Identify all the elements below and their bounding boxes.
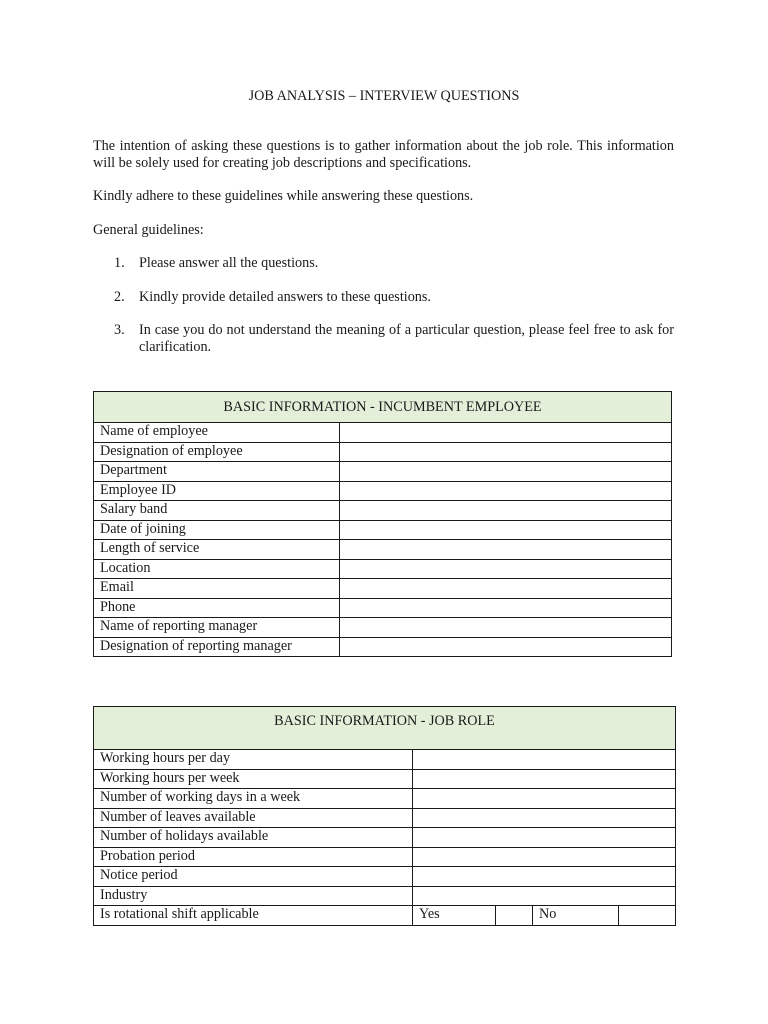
table-row	[94, 520, 672, 540]
field-label: Salary band	[94, 501, 340, 521]
field-value-cell[interactable]	[413, 847, 676, 867]
field-label: Probation period	[94, 847, 413, 867]
field-label: Email	[94, 579, 340, 599]
field-value-cell[interactable]	[340, 637, 672, 657]
field-label: Working hours per week	[94, 769, 413, 789]
guidelines-heading: General guidelines:	[93, 222, 204, 238]
table-row	[94, 618, 672, 638]
job-table-header: BASIC INFORMATION - JOB ROLE	[94, 707, 676, 750]
guideline-number: 1.	[114, 255, 125, 271]
field-value-cell[interactable]	[413, 808, 676, 828]
field-value-cell[interactable]	[340, 501, 672, 521]
field-label: Length of service	[94, 540, 340, 560]
field-value-cell[interactable]	[340, 598, 672, 618]
table-row	[94, 598, 672, 618]
field-label: Working hours per day	[94, 750, 413, 770]
field-label: Designation of reporting manager	[94, 637, 340, 657]
no-checkbox-cell[interactable]	[619, 906, 676, 926]
field-value-cell[interactable]	[413, 828, 676, 848]
shift-row	[94, 906, 676, 926]
field-label: Phone	[94, 598, 340, 618]
field-value-cell[interactable]	[340, 481, 672, 501]
field-label: Notice period	[94, 867, 413, 887]
field-value-cell[interactable]	[340, 579, 672, 599]
table-row	[94, 579, 672, 599]
field-label: Industry	[94, 886, 413, 906]
field-value-cell[interactable]	[340, 540, 672, 560]
field-value-cell[interactable]	[413, 750, 676, 770]
table-row	[94, 559, 672, 579]
field-label: Name of reporting manager	[94, 618, 340, 638]
field-value-cell[interactable]	[340, 559, 672, 579]
guideline-number: 2.	[114, 288, 125, 305]
table-row	[94, 462, 672, 482]
guideline-item	[93, 322, 674, 355]
table-row	[94, 847, 676, 867]
table-row	[94, 867, 676, 887]
field-value-cell[interactable]	[340, 520, 672, 540]
field-value-cell[interactable]	[340, 462, 672, 482]
field-value-cell[interactable]	[413, 769, 676, 789]
guideline-item	[93, 289, 674, 306]
document-title: JOB ANALYSIS – INTERVIEW QUESTIONS	[248, 88, 520, 104]
guideline-text: Please answer all the questions.	[139, 255, 319, 271]
table-row	[94, 423, 672, 443]
no-label: No	[533, 906, 619, 926]
field-value-cell[interactable]	[340, 442, 672, 462]
adhere-paragraph: Kindly adhere to these guidelines while answering these questions.	[93, 188, 474, 204]
guidelines-list	[93, 255, 674, 372]
field-label: Location	[94, 559, 340, 579]
table-row	[94, 769, 676, 789]
field-value-cell[interactable]	[413, 789, 676, 809]
guideline-text: Kindly provide detailed answers to these questions.	[139, 288, 431, 305]
table-row	[94, 886, 676, 906]
table-row	[94, 501, 672, 521]
field-label: Name of employee	[94, 423, 340, 443]
field-value-cell[interactable]	[340, 423, 672, 443]
field-label: Number of holidays available	[94, 828, 413, 848]
field-label: Department	[94, 462, 340, 482]
field-value-cell[interactable]	[413, 886, 676, 906]
table-row	[94, 540, 672, 560]
field-value-cell[interactable]	[413, 867, 676, 887]
table-row	[94, 789, 676, 809]
guideline-text: In case you do not understand the meaning of a particular question, please feel free to ask for clarification.	[139, 322, 674, 355]
table-row	[94, 481, 672, 501]
yes-label: Yes	[413, 906, 496, 926]
employee-info-table	[93, 391, 672, 657]
table-row	[94, 828, 676, 848]
yes-checkbox-cell[interactable]	[496, 906, 533, 926]
table-row	[94, 637, 672, 657]
table-row	[94, 442, 672, 462]
table-row	[94, 808, 676, 828]
guideline-item	[93, 255, 674, 272]
field-label: Date of joining	[94, 520, 340, 540]
field-label: Number of leaves available	[94, 808, 413, 828]
field-label: Designation of employee	[94, 442, 340, 462]
field-label: Number of working days in a week	[94, 789, 413, 809]
field-label: Employee ID	[94, 481, 340, 501]
table-row	[94, 750, 676, 770]
employee-table-header: BASIC INFORMATION - INCUMBENT EMPLOYEE	[94, 392, 672, 423]
field-value-cell[interactable]	[340, 618, 672, 638]
guideline-number: 3.	[114, 322, 125, 338]
job-role-table	[93, 706, 676, 926]
field-label: Is rotational shift applicable	[94, 906, 413, 926]
intro-paragraph: The intention of asking these questions is to gather information about the job role. This information will be solely used for creating job descriptions and specifications.	[93, 138, 674, 171]
